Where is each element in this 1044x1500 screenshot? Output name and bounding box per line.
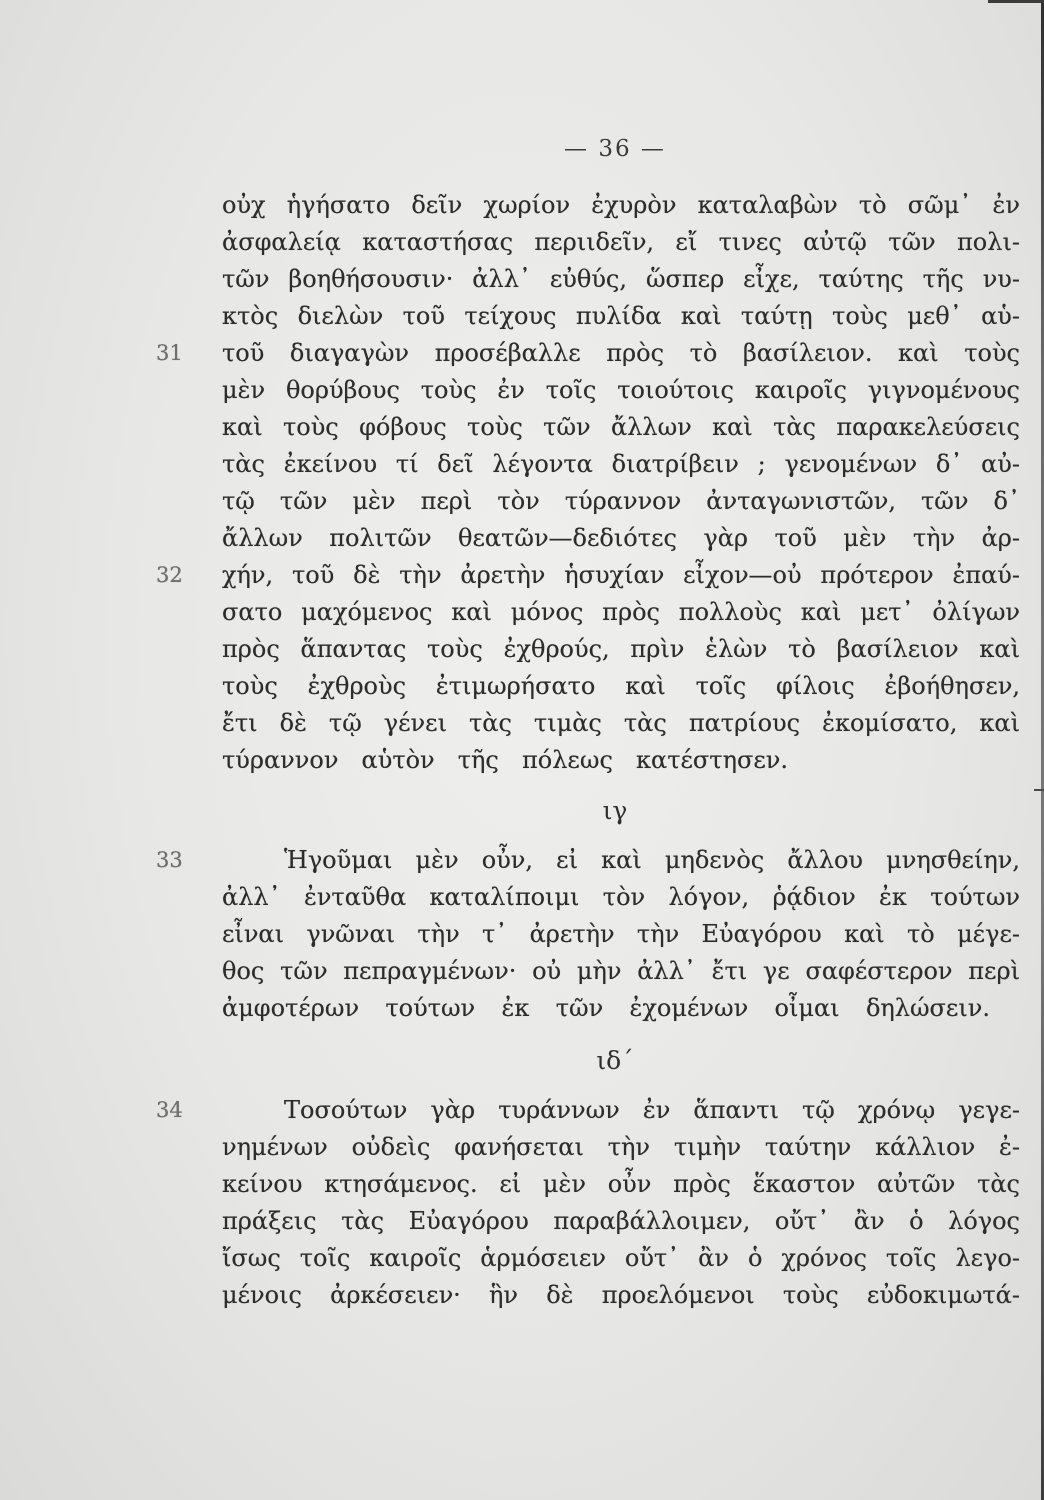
section-number: 31 <box>156 341 183 365</box>
line-text: Ἡγοῦμαι μὲν οὖν, εἰ καὶ μηδενὸς ἄλλου μνησθείην, <box>284 846 1020 874</box>
text-line <box>222 483 1020 520</box>
line-text: τῶν βοηθήσουσιν· ἀλλ᾽ εὐθύς, ὥσπερ εἶχε, ταύτης τῆς νυ- <box>222 265 1020 293</box>
text-line <box>222 742 788 779</box>
line-text: σατο μαχόμενος καὶ μόνος πρὸς πολλοὺς καὶ μετ᾽ ὀλίγων <box>222 598 1020 626</box>
paragraph-block <box>156 1092 1020 1314</box>
line-text: τὰς ἐκείνου τί δεῖ λέγοντα διατρίβειν ; γενομένων δ᾽ αὐ- <box>222 450 1020 478</box>
text-line <box>222 1240 1020 1277</box>
scan-edge-tick <box>1034 789 1044 791</box>
section-heading: ιδ´ <box>596 1046 634 1075</box>
line-text: κείνου κτησάμενος. εἰ μὲν οὖν πρὸς ἕκαστον αὐτῶν τὰς <box>222 1170 1020 1198</box>
line-text: εἶναι γνῶναι τὴν τ᾽ ἀρετὴν τὴν Εὐαγόρου καὶ τὸ μέγε- <box>222 920 1020 948</box>
text-line <box>222 187 1020 224</box>
text-line <box>222 1203 1020 1240</box>
line-text: μὲν θορύβους τοὺς ἐν τοῖς τοιούτοις καιροῖς γιγνομένους <box>222 376 1020 404</box>
section-number: 33 <box>156 848 183 872</box>
text-line <box>222 446 1020 483</box>
line-text: ἀλλ᾽ ἐνταῦθα καταλίποιμι τὸν λόγον, ῥᾴδιον ἐκ τούτων <box>222 883 1020 911</box>
line-text: ἴσως τοῖς καιροῖς ἁρμόσειεν οὔτ᾽ ἂν ὁ χρόνος τοῖς λεγο- <box>222 1244 1020 1272</box>
text-line <box>156 1092 1020 1129</box>
text-line <box>156 557 1020 594</box>
text-line <box>222 668 1020 705</box>
text-line <box>222 409 1020 446</box>
text-line <box>222 879 1020 916</box>
line-text: νημένων οὐδεὶς φανήσεται τὴν τιμὴν ταύτην κάλλιον ἐ- <box>222 1133 1020 1161</box>
text-line <box>222 372 1020 409</box>
text-line <box>222 261 1020 298</box>
line-text: καὶ τοὺς φόβους τοὺς τῶν ἄλλων καὶ τὰς παρακελεύσεις <box>222 413 1020 441</box>
line-text: θος τῶν πεπραγμένων· οὐ μὴν ἀλλ᾽ ἔτι γε σαφέστερον περὶ <box>222 957 1020 985</box>
text-line <box>222 990 990 1027</box>
line-text: κτὸς διελὼν τοῦ τείχους πυλίδα καὶ ταύτῃ τοὺς μεθ᾽ αὑ- <box>222 302 1020 330</box>
paragraph-block <box>156 842 1020 1027</box>
text-line <box>222 298 1020 335</box>
text-line <box>222 705 1020 742</box>
line-text: τῷ τῶν μὲν περὶ τὸν τύραννον ἀνταγωνιστῶν, τῶν δ᾽ <box>222 487 1020 515</box>
text-line <box>222 594 1020 631</box>
line-text: πρὸς ἅπαντας τοὺς ἐχθρούς, πρὶν ἑλὼν τὸ βασίλειον καὶ <box>222 635 1020 663</box>
text-line <box>222 1277 1020 1314</box>
text-line <box>156 842 1020 879</box>
line-text: τύραννον αὑτὸν τῆς πόλεως κατέστησεν. <box>222 746 788 774</box>
section-number: 34 <box>156 1098 183 1122</box>
page-number: — 36 — <box>564 136 666 162</box>
text-line <box>222 953 1020 990</box>
line-text: μένοις ἀρκέσειεν· ἣν δὲ προελόμενοι τοὺς εὐδοκιμωτά- <box>222 1281 1020 1309</box>
line-text: Τοσούτων γὰρ τυράννων ἐν ἅπαντι τῷ χρόνῳ γεγε- <box>284 1096 1020 1124</box>
text-line <box>222 520 1020 557</box>
paragraph-block <box>156 187 1020 779</box>
line-text: τοῦ διαγαγὼν προσέβαλλε πρὸς τὸ βασίλειον. καὶ τοὺς <box>222 339 1020 367</box>
line-text: πράξεις τὰς Εὐαγόρου παραβάλλοιμεν, οὔτ᾽ ἂν ὁ λόγος <box>222 1207 1020 1235</box>
line-text: οὐχ ἡγήσατο δεῖν χωρίον ἐχυρὸν καταλαβὼν τὸ σῶμ᾽ ἐν <box>222 191 1020 219</box>
text-line <box>222 916 1020 953</box>
section-heading: ιγ <box>602 796 628 825</box>
text-line <box>222 1166 1020 1203</box>
line-text: ἀμφοτέρων τούτων ἐκ τῶν ἐχομένων οἶμαι δηλώσειν. <box>222 994 990 1022</box>
text-line <box>222 1129 1020 1166</box>
text-line <box>156 335 1020 372</box>
text-line <box>222 224 1020 261</box>
scan-edge-top <box>988 0 1044 3</box>
text-line <box>222 631 1020 668</box>
line-text: ἄλλων πολιτῶν θεατῶν—δεδιότες γὰρ τοῦ μὲν τὴν ἀρ- <box>222 524 1020 552</box>
line-text: ἔτι δὲ τῷ γένει τὰς τιμὰς τὰς πατρίους ἐκομίσατο, καὶ <box>222 709 1020 737</box>
section-number: 32 <box>156 563 183 587</box>
line-text: ἀσφαλείᾳ καταστήσας περιιδεῖν, εἴ τινες αὐτῷ τῶν πολι- <box>222 228 1020 256</box>
line-text: χήν, τοῦ δὲ τὴν ἀρετὴν ἡσυχίαν εἶχον—οὐ πρότερον ἐπαύ- <box>222 561 1020 589</box>
line-text: τοὺς ἐχθροὺς ἐτιμωρήσατο καὶ τοῖς φίλοις ἐβοήθησεν, <box>222 672 1020 700</box>
